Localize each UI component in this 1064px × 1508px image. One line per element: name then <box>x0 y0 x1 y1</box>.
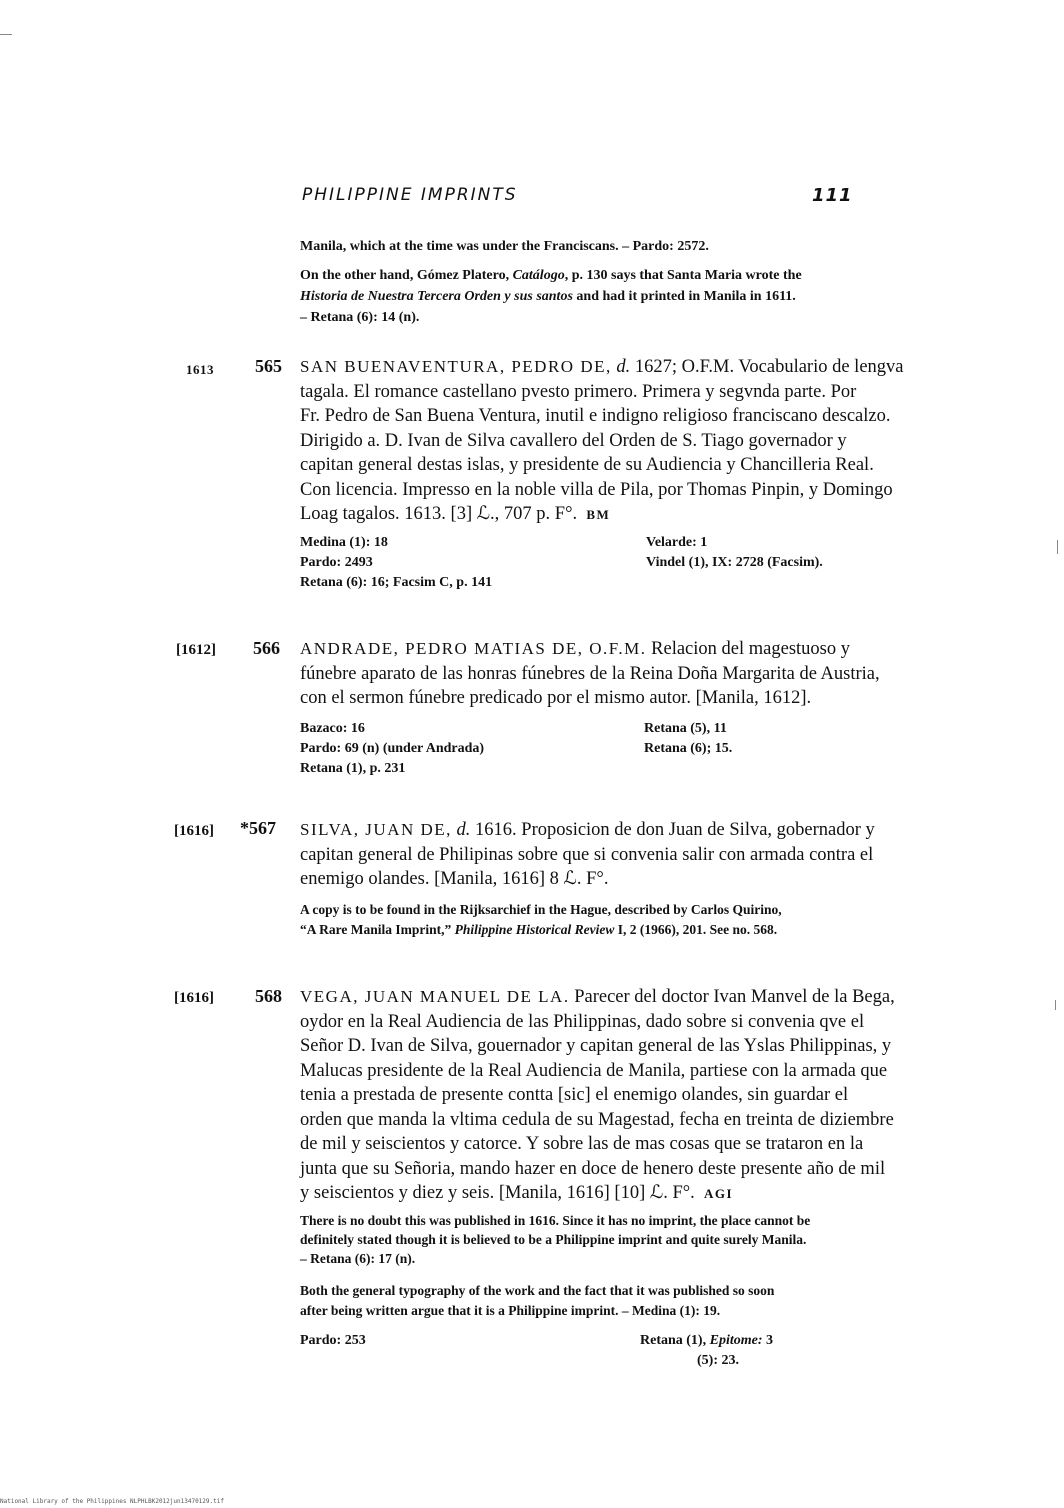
library-location: AGI <box>704 1186 734 1201</box>
note-line: “A Rare Manila Imprint,” Philippine Historical Review I, 2 (1966), 201. See no. 568. <box>300 922 778 937</box>
note-line: A copy is to be found in the Rijksarchief in the Hague, described by Carlos Quirino, <box>300 902 782 917</box>
entry-568-note-1 <box>300 1211 960 1268</box>
entry-line: Con licencia. Impresso en la noble villa de Pila, por Thomas Pinpin, y Domingo <box>300 479 893 500</box>
ref-item: Velarde: 1 <box>646 535 708 550</box>
entry-first-line: SILVA, JUAN DE, d. 1616. Proposicion de don Juan de Silva, gobernador y <box>300 820 875 840</box>
entry-refs-left <box>300 533 620 593</box>
entry-line: Loag tagalos. 1613. [3] ℒ., 707 p. F°. BM <box>300 504 611 524</box>
entry-566-body <box>300 637 980 711</box>
entry-line: capitan general destas islas, y presidente de su Audiencia y Chancilleria Real. <box>300 455 874 475</box>
note-line: – Retana (6): 17 (n). <box>300 1251 416 1266</box>
entry-number: 568 <box>255 986 282 1006</box>
entry-line: enemigo olandes. [Manila, 1616] 8 ℒ. F°. <box>300 869 609 889</box>
continuation-para-line-1: On the other hand, Gómez Platero, Catálogo, p. 130 says that Santa Maria wrote the <box>300 268 802 283</box>
entry-line: con el sermon fúnebre predicado por el mismo autor. [Manila, 1612]. <box>300 688 812 708</box>
entry-first-line: SAN BUENAVENTURA, PEDRO DE, d. 1627; O.F.M. Vocabulario de lengva <box>300 357 904 377</box>
entry-author: SAN BUENAVENTURA, PEDRO DE, <box>300 357 612 376</box>
entry-first-line: ANDRADE, PEDRO MATIAS DE, O.F.M. Relacion del magestuoso y <box>300 639 850 659</box>
entry-author: ANDRADE, PEDRO MATIAS DE, O.F.M. <box>300 639 647 658</box>
entry-refs-left <box>300 719 620 779</box>
continuation-line <box>300 236 940 257</box>
entry-year: [1612] <box>176 642 216 658</box>
note-line: There is no doubt this was published in 1616. Since it has no imprint, the place cannot be <box>300 1213 811 1228</box>
entry-line: tagala. El romance castellano pvesto primero. Primera y segvnda parte. Por <box>300 381 857 402</box>
scan-edge-mark <box>1055 1000 1056 1010</box>
scan-footer: National Library of the Philippines NLPHLBK2012jun13470129.tif <box>0 1498 224 1505</box>
running-title: PHILIPPINE IMPRINTS <box>302 185 518 205</box>
library-location: BM <box>586 507 611 522</box>
continuation-paragraph <box>300 265 950 328</box>
entry-567-note <box>300 900 960 940</box>
ref-item: Retana (1), Epitome: 3 <box>640 1333 773 1348</box>
entry-568-body <box>300 985 980 1207</box>
scan-edge-mark <box>1057 540 1058 554</box>
entry-568-note-2 <box>300 1281 960 1321</box>
entry-567-body <box>300 818 980 892</box>
entry-number: *567 <box>240 818 276 838</box>
entry-year: 1613 <box>186 362 214 377</box>
entry-line: oydor en la Real Audiencia de las Philippinas, dado sobre si convenia qve el <box>300 1011 865 1032</box>
ref-item: Pardo: 253 <box>300 1333 366 1348</box>
ref-item: Retana (6); 15. <box>644 741 733 756</box>
entry-author: SILVA, JUAN DE, <box>300 820 452 839</box>
entry-year: [1616] <box>174 990 214 1006</box>
entry-first-line: VEGA, JUAN MANUEL DE LA. Parecer del doctor Ivan Manvel de la Bega, <box>300 987 895 1007</box>
entry-line: junta que su Señoria, mando hazer en doce de henero deste presente año de mil <box>300 1158 886 1179</box>
entry-line: Fr. Pedro de San Buena Ventura, inutil e indigno religioso franciscano descalzo. <box>300 406 891 426</box>
entry-author: VEGA, JUAN MANUEL DE LA. <box>300 987 570 1006</box>
note-line: after being written argue that it is a Philippine imprint. – Medina (1): 19. <box>300 1303 721 1318</box>
continuation-para-line-3: – Retana (6): 14 (n). <box>300 310 420 325</box>
entry-year: [1616] <box>174 823 214 839</box>
scan-edge-mark <box>0 34 12 35</box>
entry-line: de mil y seiscientos y catorce. Y sobre las de mas cosas que se trataron en la <box>300 1134 864 1154</box>
ref-item: Retana (6): 16; Facsim C, p. 141 <box>300 575 493 590</box>
entry-565-body <box>300 355 980 528</box>
ref-item: Bazaco: 16 <box>300 721 365 736</box>
entry-number: 566 <box>253 638 280 658</box>
entry-refs-right <box>646 533 966 573</box>
entry-number: 565 <box>255 356 282 376</box>
entry-line: y seiscientos y diez y seis. [Manila, 1616] [10] ℒ. F°. AGI <box>300 1183 734 1203</box>
ref-item: Retana (1), p. 231 <box>300 761 406 776</box>
ref-item: Pardo: 2493 <box>300 555 373 570</box>
note-line: Both the general typography of the work and the fact that it was published so soon <box>300 1283 775 1298</box>
page-number: 111 <box>812 185 853 206</box>
entry-refs-left <box>300 1331 366 1351</box>
entry-line: tenia a prestada de presente contta [sic] el enemigo olandes, sin guardar el <box>300 1085 849 1105</box>
entry-line: Señor D. Ivan de Silva, gouernador y capitan general de las Yslas Philippinas, y <box>300 1036 892 1056</box>
entry-line: Malucas presidente de la Real Audiencia de Manila, partiese con la armada que <box>300 1060 888 1081</box>
note-line: definitely stated though it is believed to be a Philippine imprint and quite surely Manila. <box>300 1232 807 1247</box>
continuation-text: Manila, which at the time was under the Franciscans. – Pardo: 2572. <box>300 239 709 254</box>
ref-item: (5): 23. <box>697 1353 739 1368</box>
continuation-para-line-2: Historia de Nuestra Tercera Orden y sus santos and had it printed in Manila in 1611. <box>300 289 796 304</box>
entry-line: capitan general de Philipinas sobre que si convenia salir con armada contra el <box>300 844 874 865</box>
entry-line: Dirigido a. D. Ivan de Silva cavallero del Orden de S. Tiago governador y <box>300 430 847 451</box>
ref-item: Medina (1): 18 <box>300 535 388 550</box>
entry-line: fúnebre aparato de las honras fúnebres de la Reina Doña Margarita de Austria, <box>300 663 880 684</box>
entry-refs-right <box>644 719 964 759</box>
ref-item: Retana (5), 11 <box>644 721 727 736</box>
entry-line: orden que manda la vltima cedula de su Magestad, fecha en treinta de diziembre <box>300 1109 894 1130</box>
ref-item: Pardo: 69 (n) (under Andrada) <box>300 741 485 756</box>
ref-item: Vindel (1), IX: 2728 (Facsim). <box>646 555 823 570</box>
entry-refs-right <box>640 1331 880 1371</box>
